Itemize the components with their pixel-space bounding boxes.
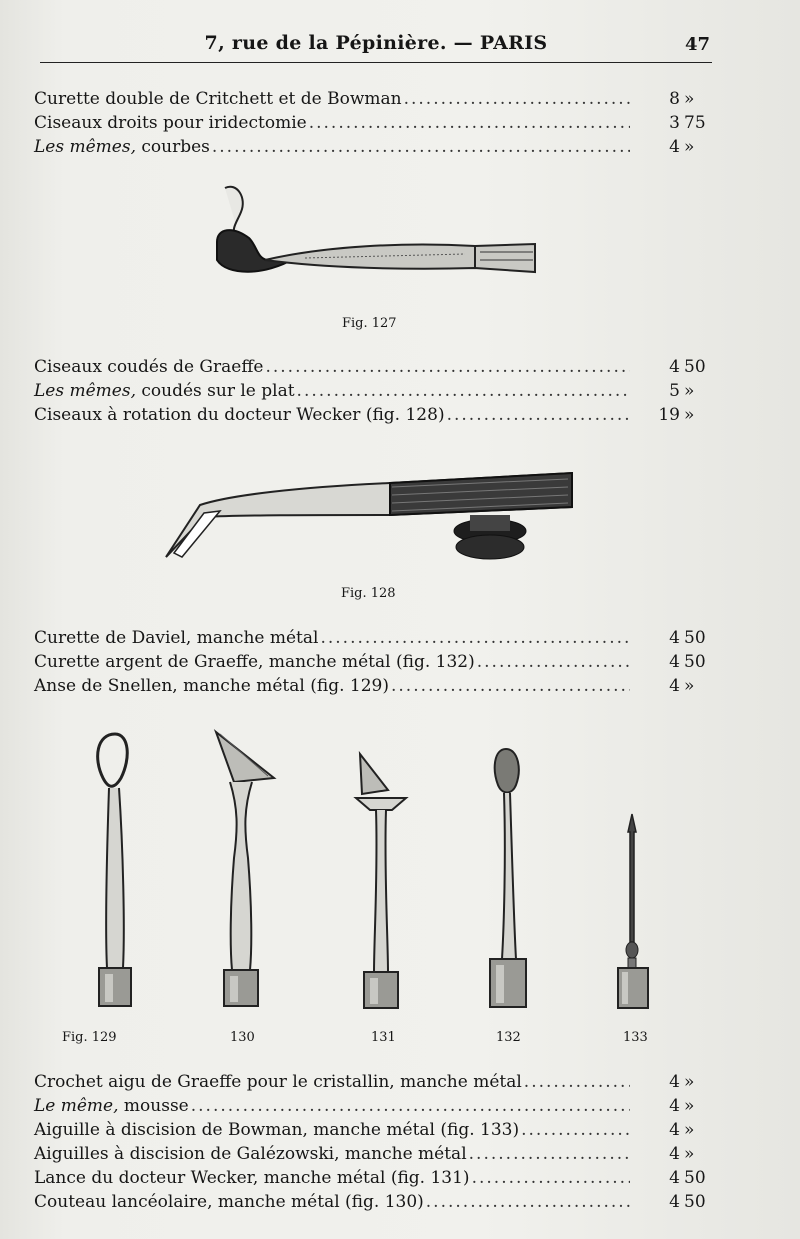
item-name: Ciseaux à rotation du docteur Wecker (fig. 128) — [34, 405, 445, 425]
figure-caption: Fig. 127 — [342, 316, 397, 331]
item-cents: 50 — [684, 652, 706, 672]
bowman-needle-illustration — [612, 812, 656, 1012]
item-name: Curette double de Critchett et de Bowman — [34, 89, 402, 109]
leader-dots — [426, 1190, 630, 1214]
price-row — [34, 355, 714, 379]
page-number: 47 — [684, 34, 710, 55]
figure-caption: 131 — [371, 1030, 396, 1045]
price-list-group-4 — [34, 1070, 714, 1214]
item-price: 4 — [669, 1192, 680, 1212]
leader-dots — [524, 1070, 630, 1094]
price-row — [34, 87, 714, 111]
wecker-lance-illustration — [352, 750, 412, 1010]
item-price: 3 — [669, 113, 680, 133]
item-price: 4 — [669, 1072, 680, 1092]
price-row — [34, 111, 714, 135]
item-price: 8 — [669, 89, 680, 109]
item-cents: » — [684, 1120, 695, 1140]
item-cents: » — [684, 1144, 695, 1164]
leader-dots — [297, 379, 630, 403]
item-cents: 50 — [684, 628, 706, 648]
figure-caption: 130 — [230, 1030, 255, 1045]
item-price: 4 — [669, 1120, 680, 1140]
price-row — [34, 1142, 714, 1166]
price-row — [34, 1094, 714, 1118]
item-name-italic: Le même, — [34, 1096, 119, 1116]
price-row — [34, 1118, 714, 1142]
item-name-rest: courbes — [135, 137, 210, 157]
item-name: Aiguilles à discision de Galézowski, manche métal — [34, 1144, 467, 1164]
item-cents: » — [684, 1096, 695, 1116]
price-row — [34, 626, 714, 650]
item-price: 5 — [669, 381, 680, 401]
item-cents: » — [684, 405, 695, 425]
figure-caption: Fig. 129 — [62, 1030, 117, 1045]
item-cents: » — [684, 381, 695, 401]
item-name-rest: mousse — [118, 1096, 189, 1116]
item-name: Couteau lancéolaire, manche métal (fig. 130) — [34, 1192, 424, 1212]
rotation-scissors-illustration — [160, 465, 580, 575]
price-row — [34, 379, 714, 403]
leader-dots — [477, 650, 630, 674]
leader-dots — [391, 674, 630, 698]
item-price: 4 — [669, 137, 680, 157]
item-price: 4 — [669, 1168, 680, 1188]
item-name: Curette argent de Graeffe, manche métal (fig. 132) — [34, 652, 475, 672]
figure-caption: 133 — [623, 1030, 648, 1045]
item-name — [34, 135, 210, 159]
price-row — [34, 135, 714, 159]
leader-dots — [265, 355, 630, 379]
price-row — [34, 1190, 714, 1214]
snellen-loop-illustration — [85, 728, 145, 1010]
graeffe-curette-illustration — [484, 745, 534, 1011]
item-name: Anse de Snellen, manche métal (fig. 129) — [34, 676, 389, 696]
lanceolate-knife-illustration — [208, 728, 280, 1010]
leader-dots — [309, 111, 630, 135]
price-row — [34, 1166, 714, 1190]
item-cents: 50 — [684, 1192, 706, 1212]
leader-dots — [469, 1142, 630, 1166]
price-list-group-1 — [34, 87, 714, 159]
price-row — [34, 674, 714, 698]
item-name: Aiguille à discision de Bowman, manche métal (fig. 133) — [34, 1120, 520, 1140]
item-price: 4 — [669, 628, 680, 648]
price-list-group-2 — [34, 355, 714, 427]
leader-dots — [212, 135, 630, 159]
item-name-italic: Les mêmes, — [34, 137, 136, 157]
page-header — [40, 30, 712, 63]
figure-caption: Fig. 128 — [341, 586, 396, 601]
item-name: Curette de Daviel, manche métal — [34, 628, 319, 648]
leader-dots — [472, 1166, 630, 1190]
price-row — [34, 650, 714, 674]
leader-dots — [191, 1094, 630, 1118]
item-name: Ciseaux coudés de Graeffe — [34, 357, 264, 377]
curette-illustration — [205, 180, 545, 290]
item-price: 4 — [669, 652, 680, 672]
item-name-italic: Les mêmes, — [34, 381, 136, 401]
item-price: 4 — [669, 357, 680, 377]
item-cents: » — [684, 137, 695, 157]
item-name — [34, 1094, 189, 1118]
item-cents: 50 — [684, 357, 706, 377]
item-price: 4 — [669, 1096, 680, 1116]
item-cents: » — [684, 676, 695, 696]
item-name: Crochet aigu de Graeffe pour le cristallin, manche métal — [34, 1072, 522, 1092]
item-price: 19 — [658, 405, 680, 425]
item-name: Lance du docteur Wecker, manche métal (fig. 131) — [34, 1168, 470, 1188]
item-cents: 50 — [684, 1168, 706, 1188]
item-cents: 75 — [684, 113, 706, 133]
item-cents: » — [684, 1072, 695, 1092]
leader-dots — [521, 1118, 630, 1142]
item-name-rest: coudés sur le plat — [135, 381, 295, 401]
figure-caption: 132 — [496, 1030, 521, 1045]
leader-dots — [320, 626, 630, 650]
page-header-title: 7, rue de la Pépinière. — PARIS — [204, 32, 548, 54]
item-name: Ciseaux droits pour iridectomie — [34, 113, 307, 133]
leader-dots — [447, 403, 630, 427]
item-cents: » — [684, 89, 695, 109]
price-row — [34, 403, 714, 427]
price-row — [34, 1070, 714, 1094]
price-list-group-3 — [34, 626, 714, 698]
item-name — [34, 379, 295, 403]
leader-dots — [404, 87, 630, 111]
item-price: 4 — [669, 1144, 680, 1164]
item-price: 4 — [669, 676, 680, 696]
